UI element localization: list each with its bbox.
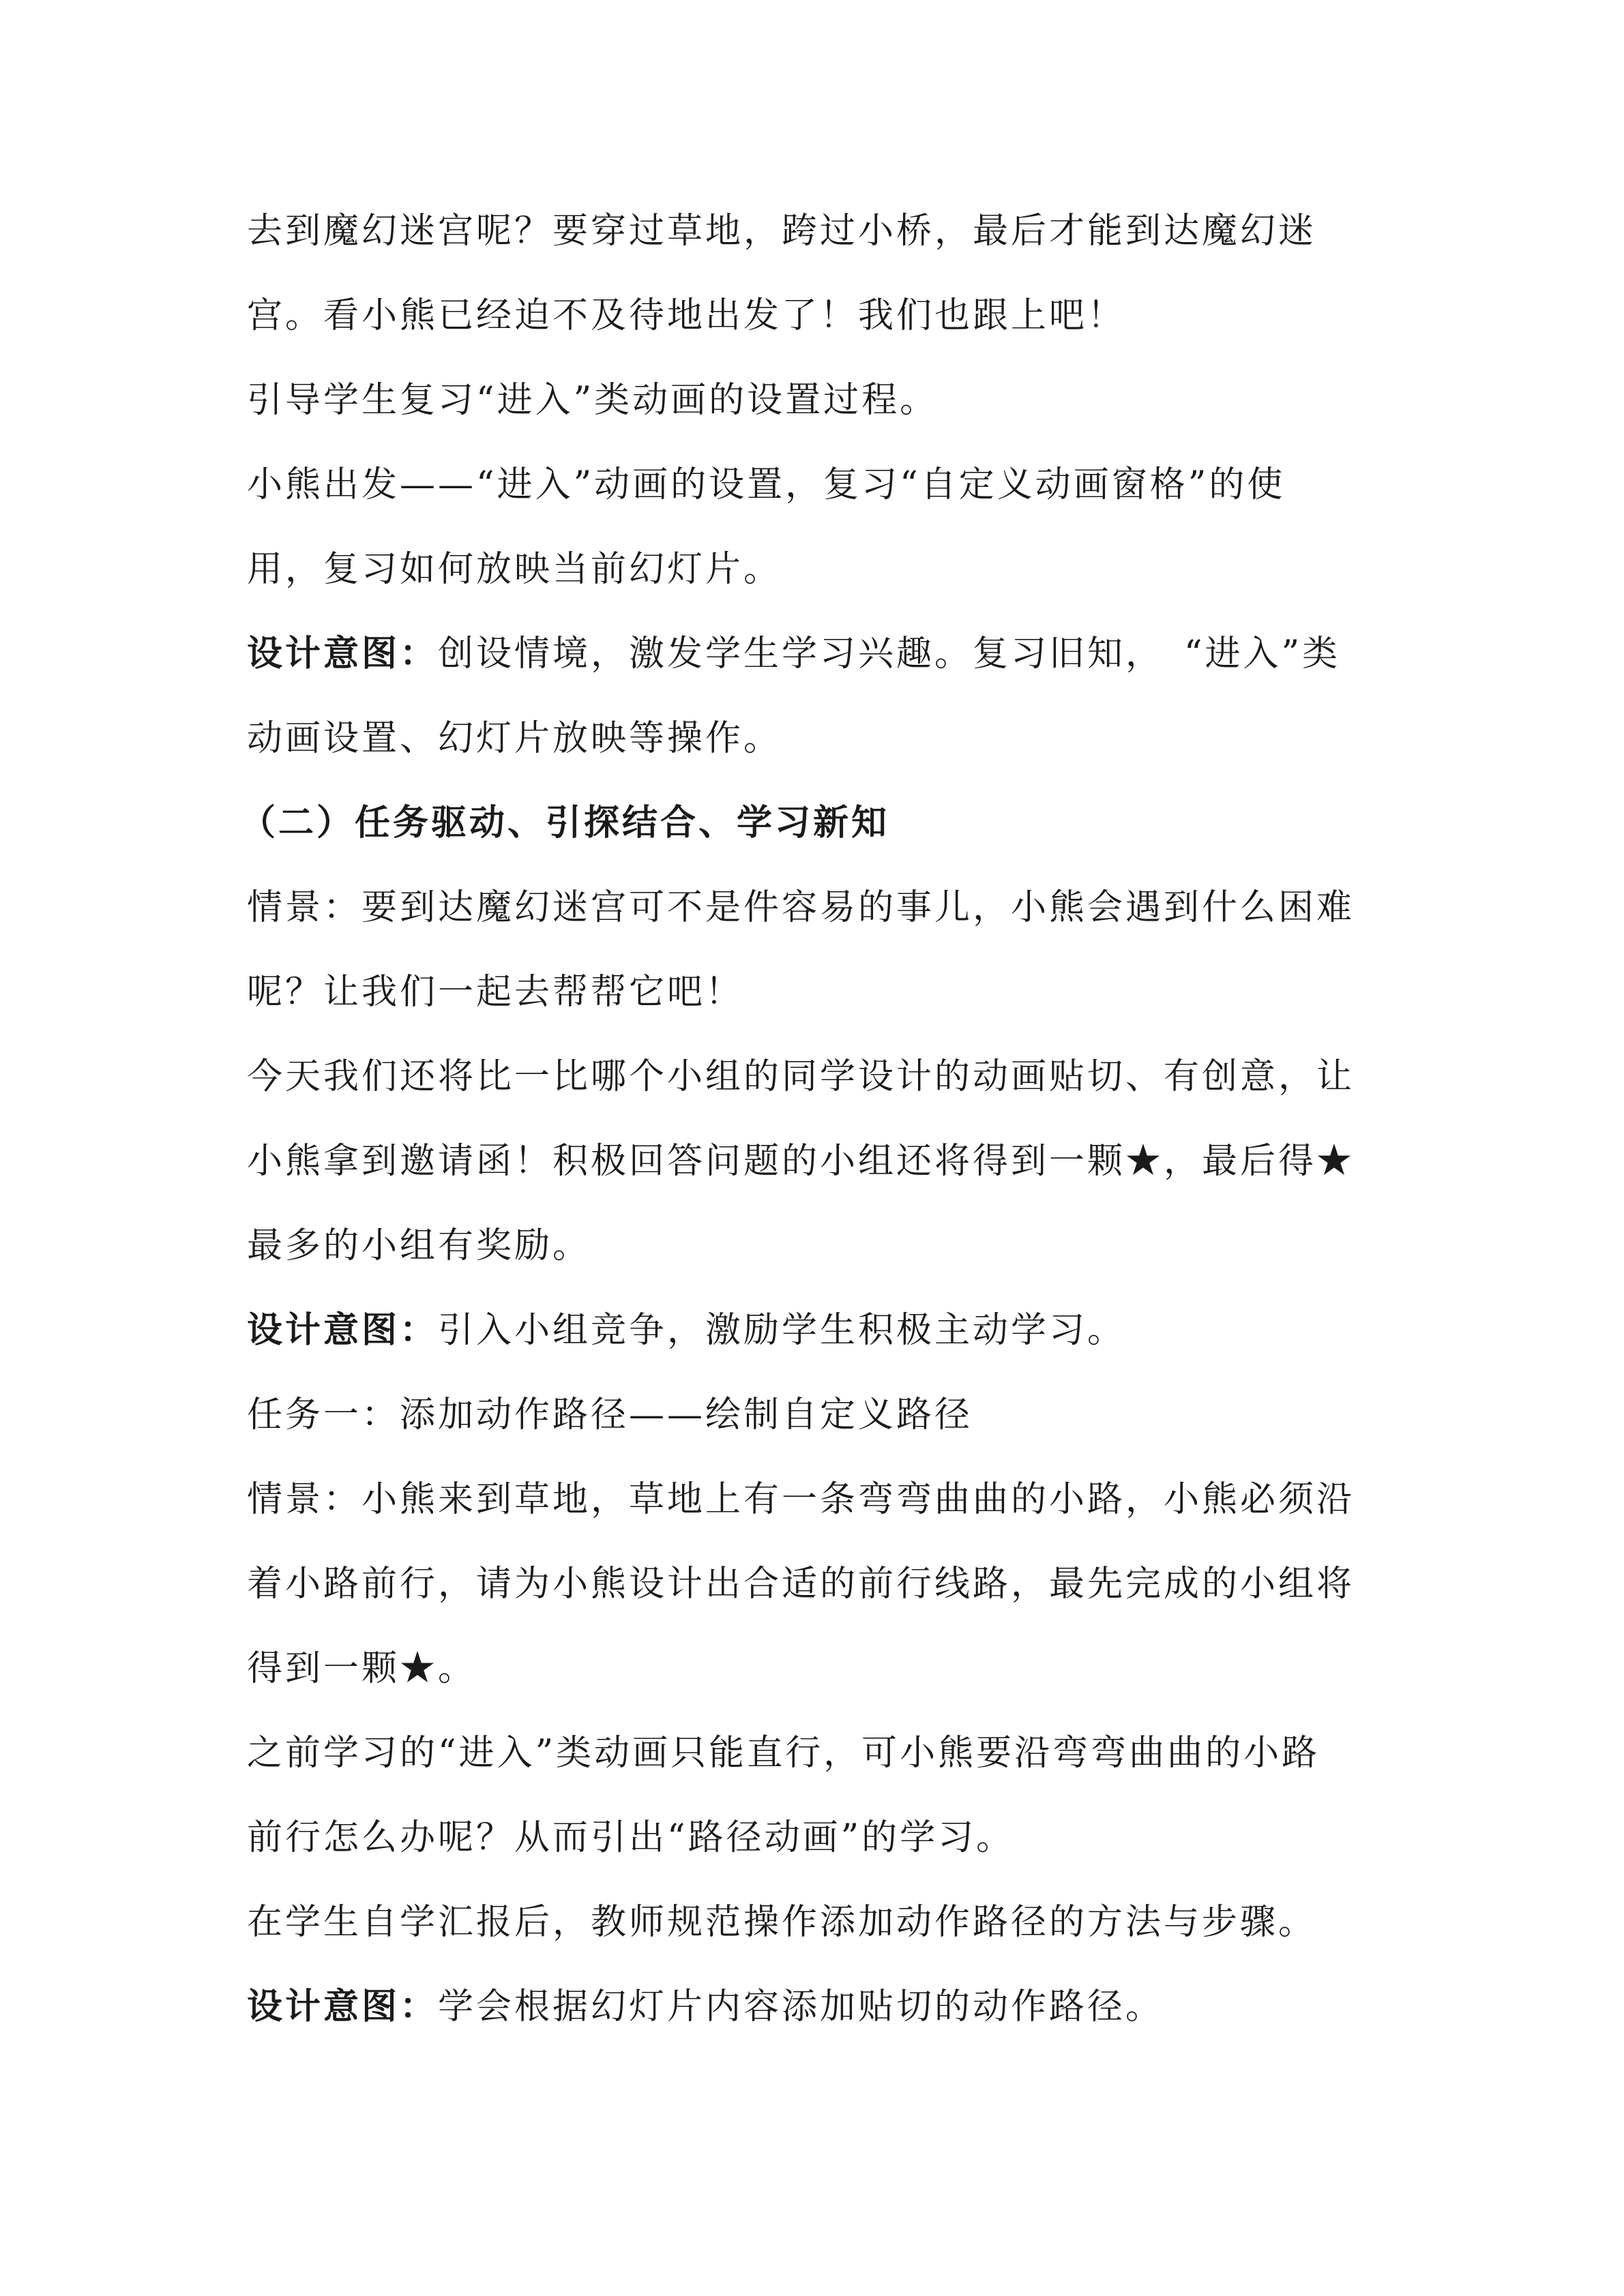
paragraph-line: 宫。看小熊已经迫不及待地出发了！我们也跟上吧！	[247, 295, 1126, 336]
design-intent-label: 设计意图：	[247, 633, 439, 674]
paragraph-line: 最多的小组有奖励。	[247, 1225, 591, 1266]
design-intent-text: 学会根据幻灯片内容添加贴切的动作路径。	[438, 1986, 1164, 2027]
paragraph-line: 之前学习的“进入”类动画只能直行，可小熊要沿弯弯曲曲的小路	[247, 1733, 1320, 1774]
design-intent-label: 设计意图：	[247, 1986, 439, 2027]
document-body	[240, 208, 1393, 2068]
paragraph-line: 动画设置、幻灯片放映等操作。	[247, 718, 782, 759]
paragraph-line: 用，复习如何放映当前幻灯片。	[247, 549, 782, 590]
paragraph-line: 着小路前行，请为小熊设计出合适的前行线路，最先完成的小组将	[247, 1564, 1355, 1605]
paragraph-line: 情景：小熊来到草地，草地上有一条弯弯曲曲的小路，小熊必须沿	[247, 1479, 1355, 1520]
paragraph-line: 前行怎么办呢？从而引出“路径动画”的学习。	[247, 1817, 1015, 1858]
paragraph-line: 得到一颗★。	[247, 1648, 477, 1689]
paragraph-line: 情景：要到达魔幻迷宫可不是件容易的事儿，小熊会遇到什么困难	[247, 887, 1355, 928]
paragraph-line: 去到魔幻迷宫呢？要穿过草地，跨过小桥，最后才能到达魔幻迷	[247, 211, 1317, 252]
design-intent-line	[247, 1307, 1393, 1354]
paragraph-line: 呢？让我们一起去帮帮它吧！	[247, 972, 744, 1013]
paragraph-line: 小熊拿到邀请函！积极回答问题的小组还将得到一颗★，最后得★	[247, 1141, 1355, 1182]
section-heading: （二）任务驱动、引探结合、学习新知	[240, 802, 890, 844]
design-intent-line	[247, 1984, 1393, 2030]
paragraph-line: 小熊出发——“进入”动画的设置，复习“自定义动画窗格”的使	[247, 464, 1286, 505]
design-intent-text: 引入小组竞争，激励学生积极主动学习。	[438, 1310, 1126, 1351]
design-intent-label: 设计意图：	[247, 1309, 439, 1351]
paragraph-line: 引导学生复习“进入”类动画的设置过程。	[247, 380, 939, 421]
design-intent-line	[247, 631, 1393, 677]
paragraph-line: 在学生自学汇报后，教师规范操作添加动作路径的方法与步骤。	[247, 1902, 1317, 1943]
design-intent-text: 创设情境，激发学生学习兴趣。复习旧知， “进入”类	[438, 633, 1341, 674]
paragraph-line: 今天我们还将比一比哪个小组的同学设计的动画贴切、有创意，让	[247, 1056, 1355, 1097]
task-heading: 任务一：添加动作路径——绘制自定义路径	[247, 1395, 973, 1435]
